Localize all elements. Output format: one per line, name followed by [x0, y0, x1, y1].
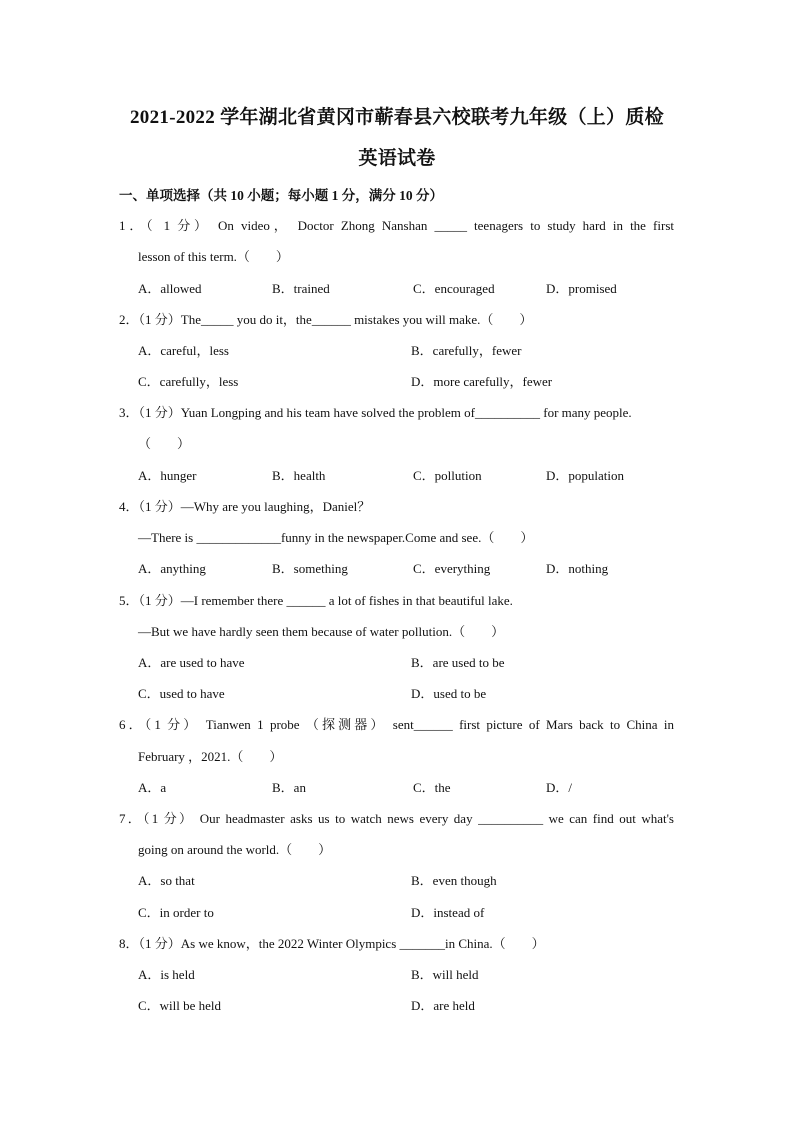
- question-5-option-c: C．used to have: [138, 686, 225, 701]
- question-1-option-d: D．promised: [546, 281, 617, 296]
- question-5-stem-line-1: 5．（1 分）—I remember there ______ a lot of fishes in that beautiful lake.: [119, 593, 513, 608]
- question-7-option-a: A．so that: [138, 873, 195, 888]
- question-8-option-a: A．is held: [138, 967, 195, 982]
- question-2-option-c: C．carefully，less: [138, 374, 239, 389]
- question-2-stem-line-1: 2．（1 分）The_____ you do it，the______ mistakes you will make.（ ）: [119, 312, 533, 327]
- question-6-stem-line-2: February ，2021.（ ）: [138, 749, 283, 764]
- question-3-stem-line-1: 3．（1 分）Yuan Longping and his team have solved the problem of__________ for many people.: [119, 405, 632, 420]
- question-2-option-b: B．carefully，fewer: [411, 343, 522, 358]
- question-5-option-b: B．are used to be: [411, 655, 505, 670]
- question-8-option-c: C．will be held: [138, 998, 222, 1013]
- question-4-stem-line-1: 4．（1 分）—Why are you laughing，Daniel？: [119, 499, 371, 514]
- question-8-stem-line-1: 8．（1 分）As we know，the 2022 Winter Olympics _______in China.（ ）: [119, 936, 545, 951]
- question-6-stem-line-1: 6．（1 分） Tianwen 1 probe （探测器） sent______ first picture of Mars back to China in: [119, 717, 674, 732]
- question-6-option-d: D．/: [546, 780, 573, 795]
- question-4-option-c: C．everything: [413, 561, 491, 576]
- question-1-option-c: C．encouraged: [413, 281, 495, 296]
- question-5-stem-line-2: —But we have hardly seen them because of water pollution.（ ）: [138, 624, 505, 639]
- question-1-stem-line-2: lesson of this term.（ ）: [138, 249, 289, 264]
- question-3-option-d: D．population: [546, 468, 624, 483]
- section-heading: 一、单项选择（共 10 小题；每小题 1 分，满分 10 分）: [119, 188, 443, 203]
- question-2-option-a: A．careful，less: [138, 343, 229, 358]
- question-3-option-a: A．hunger: [138, 468, 197, 483]
- question-1-stem-line-1: 1．（ 1 分） On video， Doctor Zhong Nanshan _____ teenagers to study hard in the first: [119, 218, 674, 233]
- question-4-option-b: B．something: [272, 561, 348, 576]
- exam-title-line-2: 英语试卷: [358, 148, 436, 169]
- question-7-option-d: D．instead of: [411, 905, 485, 920]
- question-2-option-d: D．more carefully，fewer: [411, 374, 553, 389]
- question-3-option-b: B．health: [272, 468, 326, 483]
- question-8-option-b: B．will held: [411, 967, 479, 982]
- question-5-option-a: A．are used to have: [138, 655, 245, 670]
- exam-title-line-1: 2021-2022 学年湖北省黄冈市蕲春县六校联考九年级（上）质检: [130, 107, 664, 128]
- question-7-option-c: C．in order to: [138, 905, 214, 920]
- question-3-stem-line-2: （ ）: [138, 436, 191, 451]
- question-8-option-d: D．are held: [411, 998, 475, 1013]
- question-7-option-b: B．even though: [411, 873, 497, 888]
- question-7-stem-line-2: going on around the world.（ ）: [138, 842, 332, 857]
- question-6-option-a: A．a: [138, 780, 167, 795]
- question-6-option-c: C．the: [413, 780, 451, 795]
- question-5-option-d: D．used to be: [411, 686, 487, 701]
- question-1-option-b: B．trained: [272, 281, 330, 296]
- question-1-option-a: A．allowed: [138, 281, 202, 296]
- question-4-option-d: D．nothing: [546, 561, 609, 576]
- question-6-option-b: B．an: [272, 780, 306, 795]
- question-4-option-a: A．anything: [138, 561, 206, 576]
- question-7-stem-line-1: 7．（1 分） Our headmaster asks us to watch news every day __________ we can find out what's: [119, 811, 674, 826]
- question-3-option-c: C．pollution: [413, 468, 482, 483]
- question-4-stem-line-2: —There is _____________funny in the newspaper.Come and see.（ ）: [138, 530, 534, 545]
